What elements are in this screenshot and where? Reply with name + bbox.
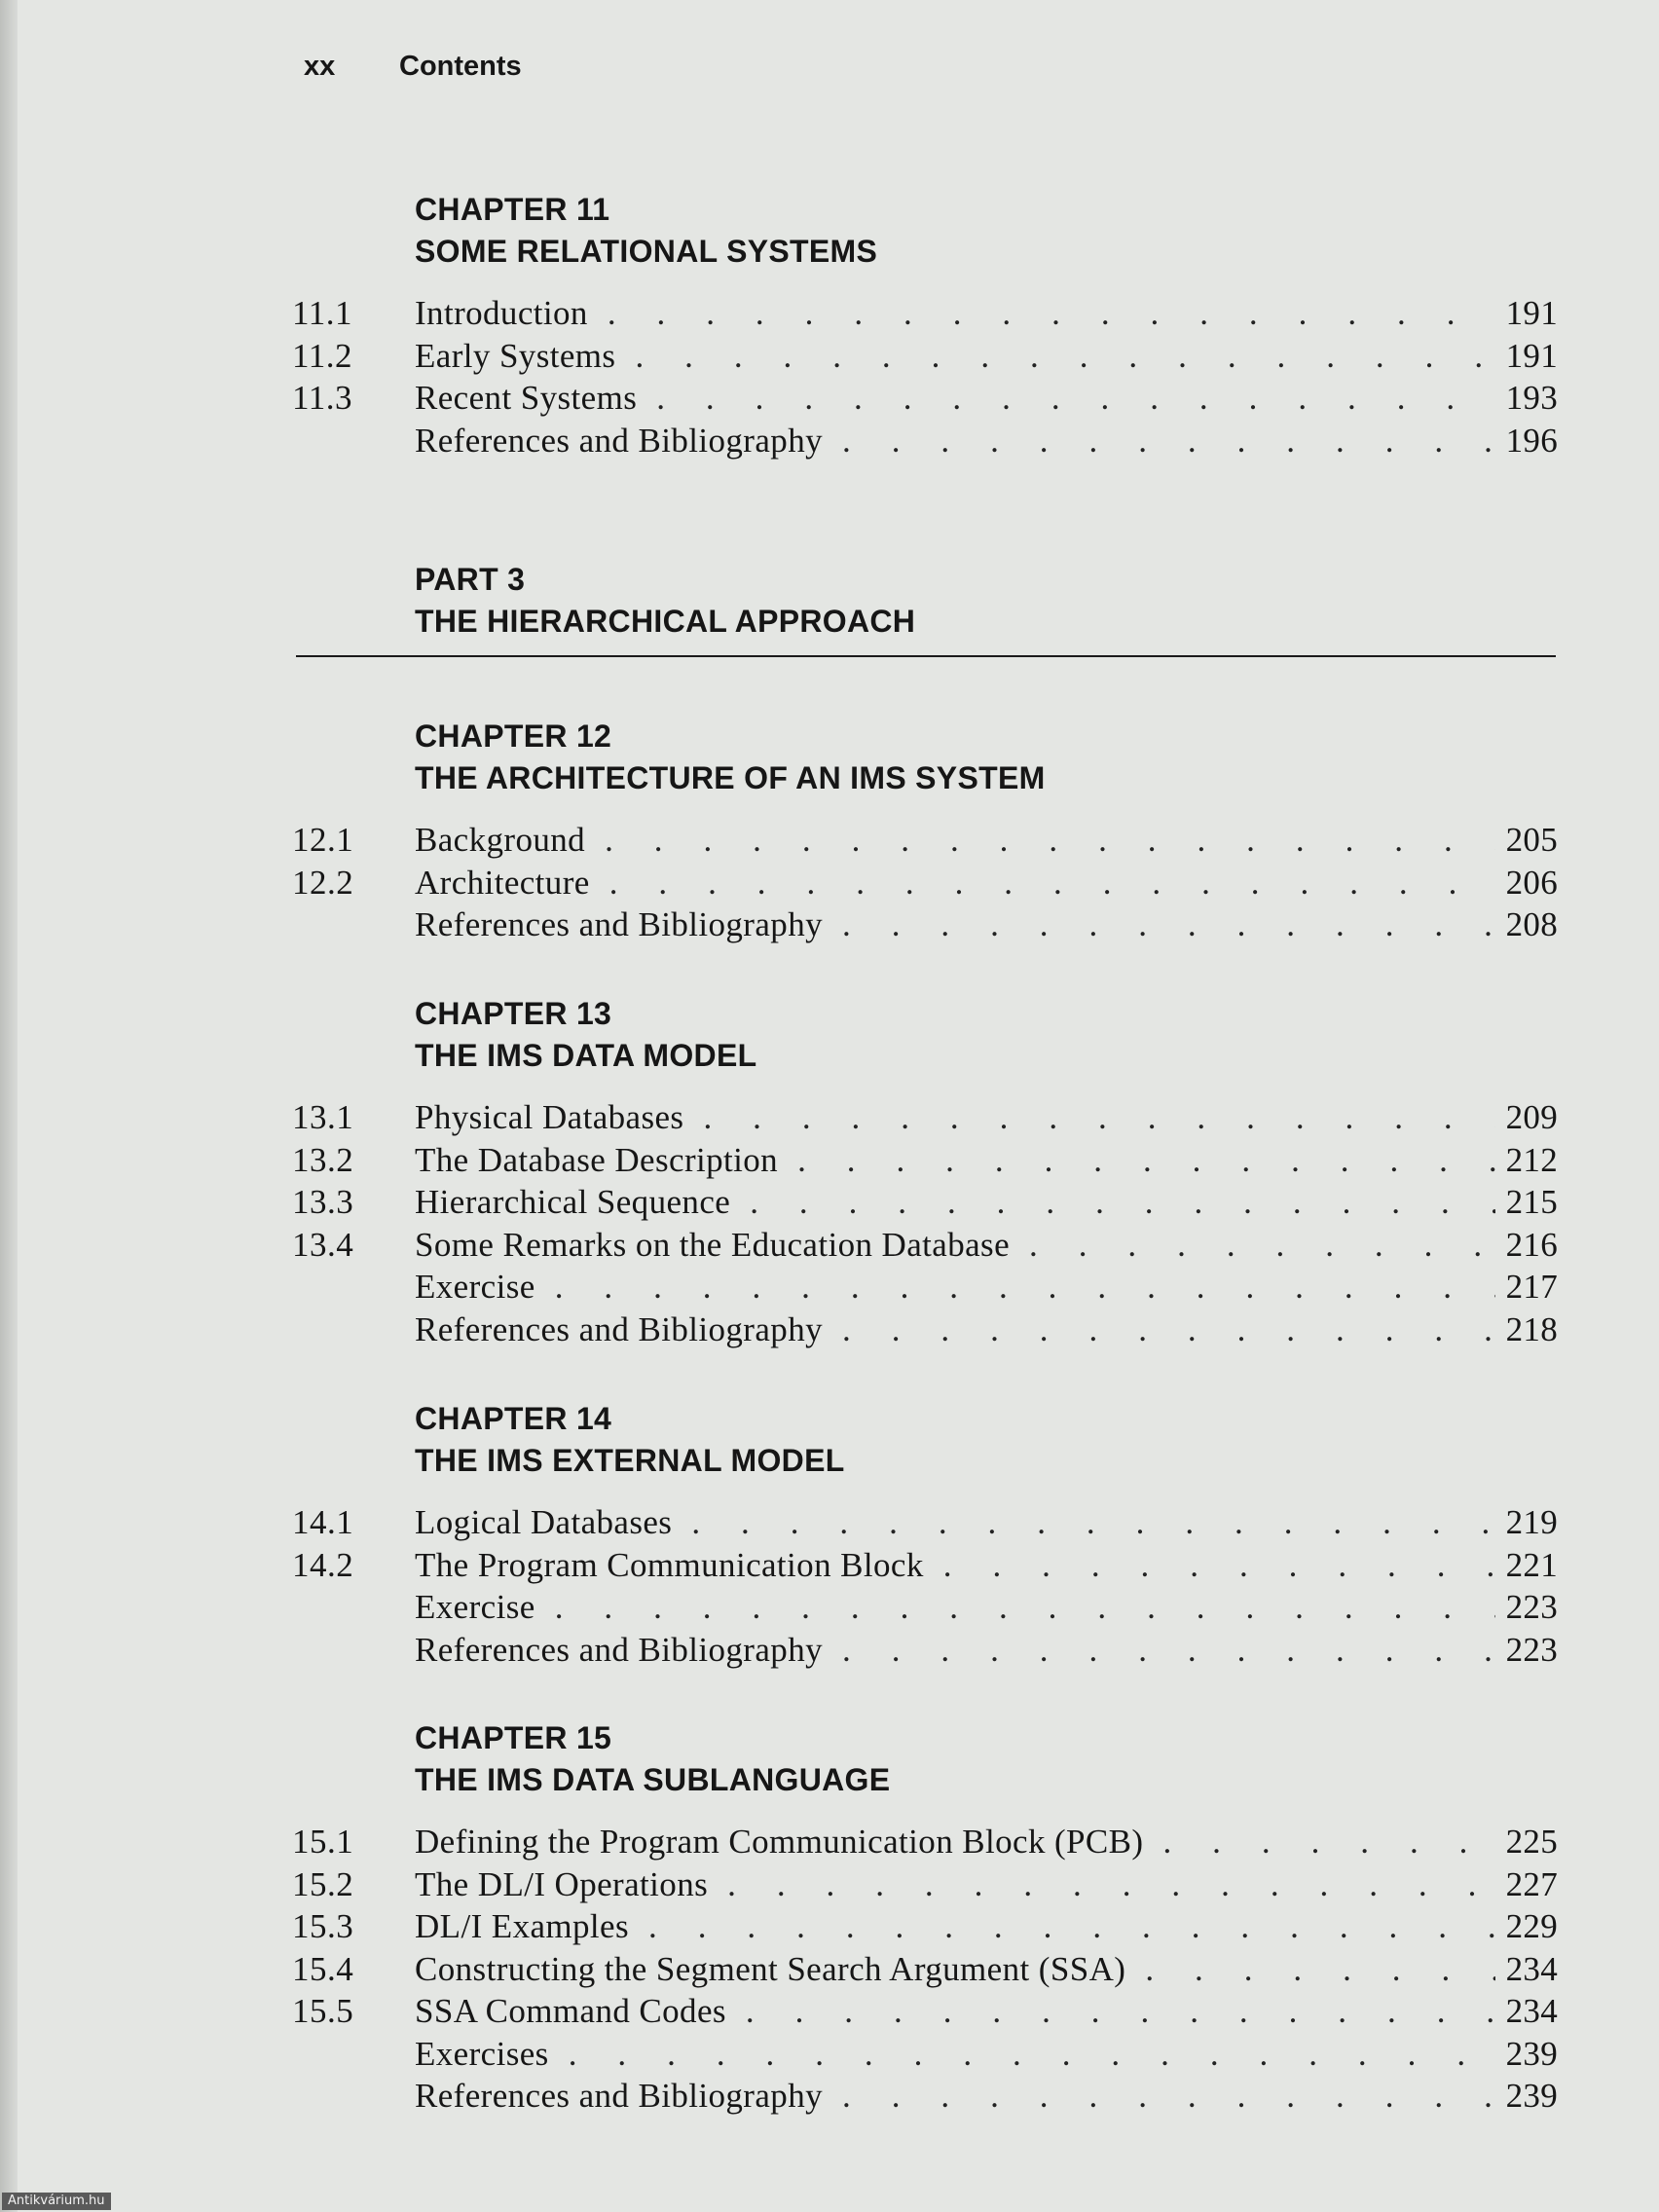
dot-leader bbox=[823, 903, 1495, 946]
section-title: References and Bibliography bbox=[415, 421, 823, 460]
page-number: 191 bbox=[1505, 336, 1558, 375]
chapter-label: CHAPTER 11 bbox=[415, 192, 610, 227]
chapter-label: CHAPTER 12 bbox=[415, 719, 612, 754]
toc-entry[interactable] bbox=[292, 335, 1558, 378]
chapter-title: THE IMS DATA SUBLANGUAGE bbox=[415, 1762, 891, 1797]
dot-leader bbox=[585, 819, 1495, 862]
toc-entry[interactable] bbox=[292, 377, 1558, 420]
page-number: 196 bbox=[1505, 421, 1558, 460]
chapter-label: CHAPTER 13 bbox=[415, 996, 612, 1031]
part-label: PART 3 bbox=[415, 562, 526, 597]
section-title: References and Bibliography bbox=[415, 1309, 823, 1348]
section-number: 12.1 bbox=[292, 821, 354, 859]
chapter-label: CHAPTER 14 bbox=[415, 1401, 612, 1436]
toc-entry[interactable] bbox=[292, 1821, 1558, 1863]
dot-leader bbox=[629, 1905, 1495, 1948]
page-number: 239 bbox=[1505, 2077, 1558, 2115]
page-number: 223 bbox=[1505, 1588, 1558, 1626]
page-number: 219 bbox=[1505, 1503, 1558, 1541]
page-number: 205 bbox=[1505, 821, 1558, 859]
toc-entry[interactable] bbox=[292, 903, 1558, 946]
toc-entry[interactable] bbox=[292, 1863, 1558, 1906]
section-number: 14.1 bbox=[292, 1503, 354, 1541]
dot-leader bbox=[549, 2033, 1495, 2076]
section-title: References and Bibliography bbox=[415, 905, 823, 943]
chapter-13-section bbox=[292, 993, 1558, 1350]
section-number: 12.2 bbox=[292, 863, 354, 902]
section-title: DL/I Examples bbox=[415, 1907, 630, 1945]
toc-entries bbox=[292, 1821, 1558, 2118]
dot-leader bbox=[823, 420, 1495, 462]
toc-entry[interactable] bbox=[292, 420, 1558, 462]
section-title: Exercise bbox=[415, 1268, 535, 1306]
section-number: 13.4 bbox=[292, 1225, 354, 1264]
toc-entry[interactable] bbox=[292, 1990, 1558, 2033]
section-title: References and Bibliography bbox=[415, 2077, 823, 2115]
page-number: 217 bbox=[1505, 1268, 1558, 1306]
section-title: SSA Command Codes bbox=[415, 1992, 726, 2030]
section-title: Physical Databases bbox=[415, 1098, 684, 1136]
part-3-section bbox=[292, 559, 1558, 643]
section-number: 15.3 bbox=[292, 1907, 354, 1945]
section-number: 13.1 bbox=[292, 1098, 354, 1136]
dot-leader bbox=[590, 862, 1495, 904]
page-number: 206 bbox=[1505, 863, 1558, 902]
section-title: Hierarchical Sequence bbox=[415, 1183, 731, 1221]
toc-entry[interactable] bbox=[292, 1501, 1558, 1544]
section-title: Recent Systems bbox=[415, 379, 638, 417]
dot-leader bbox=[683, 1096, 1495, 1139]
section-title: Early Systems bbox=[415, 336, 616, 375]
toc-entry[interactable] bbox=[292, 1629, 1558, 1672]
section-number: 15.2 bbox=[292, 1864, 354, 1903]
dot-leader bbox=[823, 1629, 1495, 1672]
dot-leader bbox=[778, 1139, 1495, 1182]
toc-entry[interactable] bbox=[292, 819, 1558, 862]
section-number: 13.2 bbox=[292, 1140, 354, 1179]
page-number: 223 bbox=[1505, 1630, 1558, 1669]
dot-leader bbox=[708, 1863, 1495, 1906]
dot-leader bbox=[637, 377, 1495, 420]
dot-leader bbox=[1125, 1948, 1495, 1991]
dot-leader bbox=[823, 1309, 1495, 1351]
section-title: Background bbox=[415, 821, 586, 859]
toc-entries bbox=[292, 1501, 1558, 1671]
dot-leader bbox=[726, 1990, 1495, 2033]
toc-entry[interactable] bbox=[292, 1586, 1558, 1629]
page-number: 212 bbox=[1505, 1140, 1558, 1179]
section-title: Logical Databases bbox=[415, 1503, 673, 1541]
chapter-title: THE ARCHITECTURE OF AN IMS SYSTEM bbox=[415, 760, 1046, 795]
running-head bbox=[304, 49, 522, 84]
page-number: 208 bbox=[1505, 905, 1558, 943]
page-number: 221 bbox=[1505, 1545, 1558, 1584]
running-head-title: Contents bbox=[399, 51, 522, 82]
toc-entry[interactable] bbox=[292, 1266, 1558, 1309]
chapter-11-section bbox=[292, 189, 1558, 461]
section-title: Defining the Program Communication Block (PCB) bbox=[415, 1823, 1144, 1861]
section-title: Exercises bbox=[415, 2034, 549, 2073]
section-number: 14.2 bbox=[292, 1545, 354, 1584]
section-number: 15.5 bbox=[292, 1992, 354, 2030]
section-number: 13.3 bbox=[292, 1183, 354, 1221]
toc-entries bbox=[292, 292, 1558, 461]
section-number: 11.2 bbox=[292, 336, 352, 375]
section-title: The DL/I Operations bbox=[415, 1864, 709, 1903]
watermark-label: Antikvárium.hu bbox=[2, 2193, 111, 2210]
chapter-title: SOME RELATIONAL SYSTEMS bbox=[415, 234, 878, 269]
toc-entry[interactable] bbox=[292, 2033, 1558, 2076]
section-number: 15.1 bbox=[292, 1823, 354, 1861]
chapter-15-section bbox=[292, 1717, 1558, 2118]
toc-entry[interactable] bbox=[292, 1096, 1558, 1139]
dot-leader bbox=[588, 292, 1495, 335]
section-title: Introduction bbox=[415, 294, 588, 332]
page-number: 227 bbox=[1505, 1864, 1558, 1903]
toc-entry[interactable] bbox=[292, 1948, 1558, 1991]
toc-entry[interactable] bbox=[292, 2075, 1558, 2118]
section-title: Constructing the Segment Search Argument (SSA) bbox=[415, 1949, 1126, 1988]
toc-entries bbox=[292, 1096, 1558, 1350]
page-number: 193 bbox=[1505, 379, 1558, 417]
page-number: 209 bbox=[1505, 1098, 1558, 1136]
dot-leader bbox=[615, 335, 1495, 378]
page-number: 191 bbox=[1505, 294, 1558, 332]
part-divider-rule bbox=[296, 655, 1556, 657]
section-number: 11.3 bbox=[292, 379, 352, 417]
section-title: Architecture bbox=[415, 863, 590, 902]
chapter-12-section bbox=[292, 716, 1558, 946]
dot-leader bbox=[535, 1266, 1495, 1309]
section-number: 15.4 bbox=[292, 1949, 354, 1988]
toc-entry[interactable] bbox=[292, 1224, 1558, 1267]
page-number: 234 bbox=[1505, 1992, 1558, 2030]
chapter-title: THE IMS DATA MODEL bbox=[415, 1038, 757, 1073]
toc-entry[interactable] bbox=[292, 1905, 1558, 1948]
chapter-title: THE IMS EXTERNAL MODEL bbox=[415, 1443, 845, 1478]
toc-entry[interactable] bbox=[292, 1309, 1558, 1351]
part-title: THE HIERARCHICAL APPROACH bbox=[415, 604, 916, 639]
section-title: Some Remarks on the Education Database bbox=[415, 1225, 1011, 1264]
dot-leader bbox=[672, 1501, 1495, 1544]
dot-leader bbox=[823, 2075, 1495, 2118]
dot-leader bbox=[1143, 1821, 1495, 1863]
page-number: 229 bbox=[1505, 1907, 1558, 1945]
dot-leader bbox=[535, 1586, 1495, 1629]
section-title: Exercise bbox=[415, 1588, 535, 1626]
section-title: The Program Communication Block bbox=[415, 1545, 924, 1584]
section-number: 11.1 bbox=[292, 294, 352, 332]
toc-entry[interactable] bbox=[292, 1139, 1558, 1182]
chapter-label: CHAPTER 15 bbox=[415, 1720, 612, 1755]
toc-entry[interactable] bbox=[292, 1181, 1558, 1224]
dot-leader bbox=[730, 1181, 1495, 1224]
section-title: The Database Description bbox=[415, 1140, 779, 1179]
toc-entry[interactable] bbox=[292, 862, 1558, 904]
toc-entry[interactable] bbox=[292, 1544, 1558, 1587]
page-number: 225 bbox=[1505, 1823, 1558, 1861]
section-title: References and Bibliography bbox=[415, 1630, 823, 1669]
page-number: 239 bbox=[1505, 2034, 1558, 2073]
toc-entries bbox=[292, 819, 1558, 946]
toc-entry[interactable] bbox=[292, 292, 1558, 335]
page-number: 215 bbox=[1505, 1183, 1558, 1221]
page-number: 218 bbox=[1505, 1309, 1558, 1348]
page-folio: xx bbox=[304, 51, 336, 82]
dot-leader bbox=[924, 1544, 1495, 1587]
page-number: 234 bbox=[1505, 1949, 1558, 1988]
page-number: 216 bbox=[1505, 1225, 1558, 1264]
dot-leader bbox=[1010, 1224, 1495, 1267]
chapter-14-section bbox=[292, 1398, 1558, 1671]
